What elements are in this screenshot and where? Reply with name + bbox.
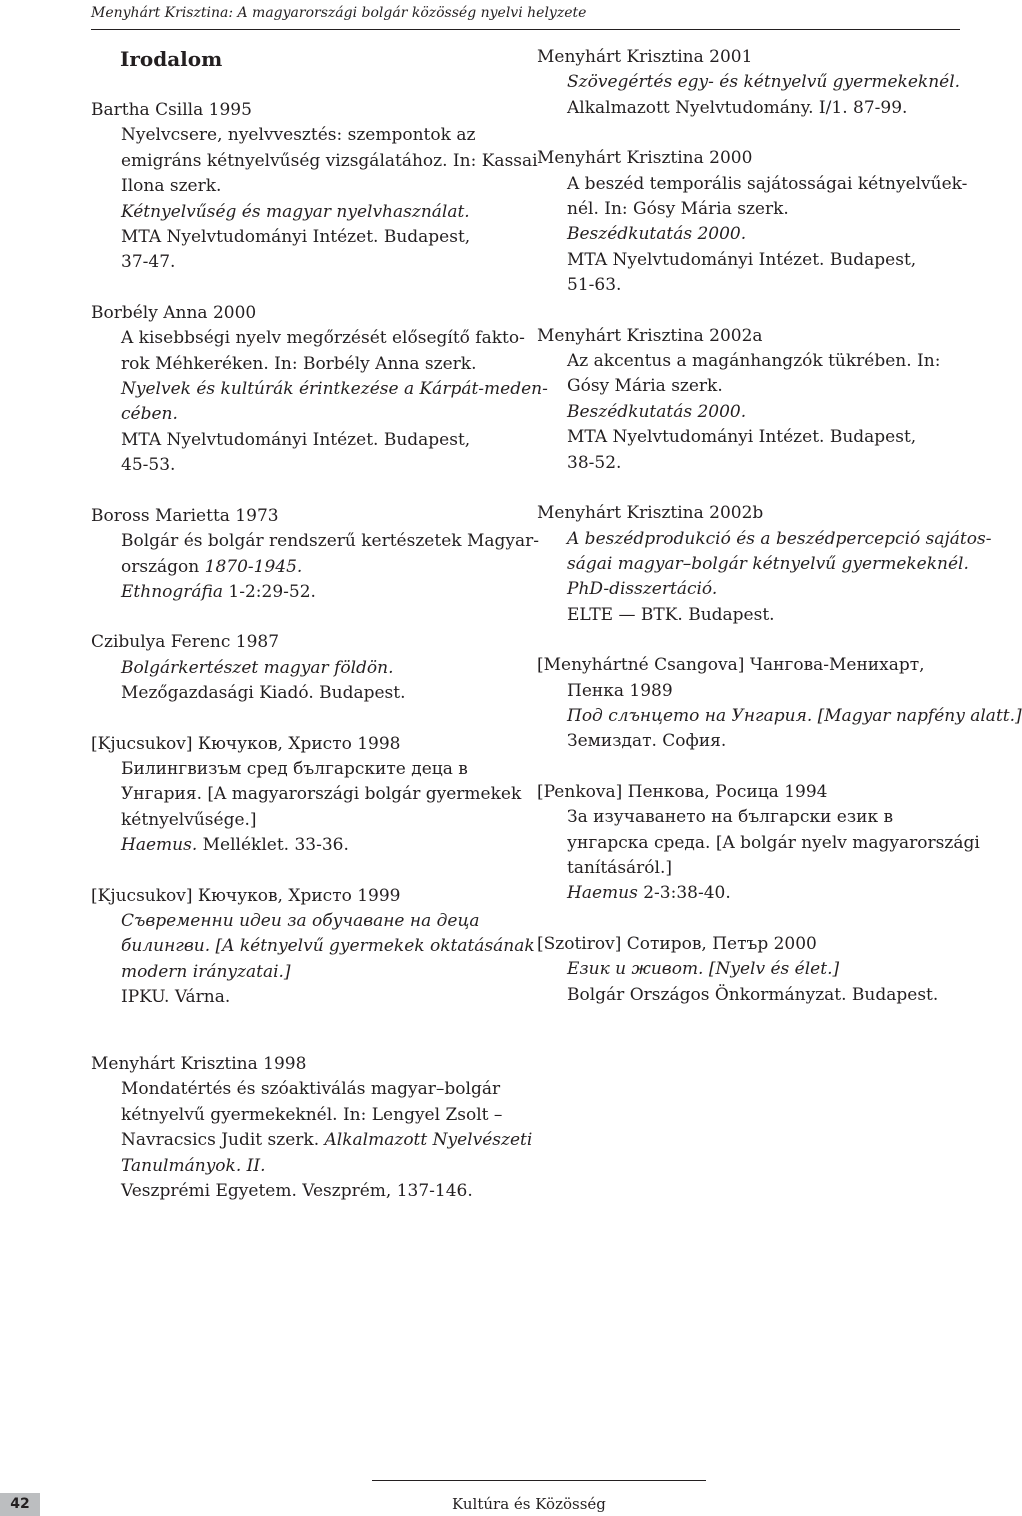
reference-text: Bolgár Országos Önkormányzat. Budapest.	[567, 984, 939, 1005]
reference-text: ELTE — BTK. Budapest.	[567, 604, 775, 625]
reference-line	[537, 881, 955, 906]
reference-line	[537, 856, 955, 881]
reference-line	[537, 222, 955, 247]
reference-line	[91, 1128, 531, 1153]
reference-text: За изучаването на български език в	[567, 807, 894, 828]
reference-text: Билингвизъм сред българските деца в	[121, 758, 468, 779]
reference-line	[537, 70, 961, 95]
reference-text: унгарска среда. [A bolgár nyelv magyarországi	[567, 832, 980, 853]
reference-text: IPKU. Várna.	[121, 987, 231, 1008]
running-head: Menyhárt Krisztina: A magyarországi bolgár közösség nyelvi helyzete	[91, 5, 587, 21]
reference-text: MTA Nyelvtudományi Intézet. Budapest,	[121, 227, 471, 248]
reference-text: Veszprémi Egyetem. Veszprém, 137-146.	[121, 1181, 473, 1202]
reference-text: MTA Nyelvtudományi Intézet. Budapest,	[567, 427, 917, 448]
header-rule	[91, 29, 960, 30]
reference-line	[537, 704, 1022, 729]
reference-line	[91, 757, 511, 782]
reference-line	[537, 552, 969, 577]
reference-line	[91, 656, 511, 681]
reference-line	[537, 400, 955, 425]
reference-author-year: Bartha Csilla 1995	[91, 100, 252, 120]
reference-italic-text: Kétnyelvűség és magyar nyelvhasználat.	[121, 201, 470, 222]
reference-text: 51-63.	[567, 275, 622, 296]
reference-line	[537, 248, 955, 273]
reference-entry	[537, 501, 992, 628]
reference-entry	[91, 504, 539, 606]
reference-line	[537, 273, 955, 298]
reference-line	[537, 957, 955, 982]
reference-entry	[91, 98, 538, 276]
reference-entry	[91, 732, 522, 859]
reference-line	[537, 679, 955, 704]
reference-text: országon	[121, 556, 205, 577]
reference-line	[91, 326, 525, 351]
reference-author-year: Borbély Anna 2000	[91, 302, 257, 323]
reference-text: 1-2:29-52.	[223, 581, 316, 602]
reference-text: Nyelvcsere, nyelvvesztés: szempontok az	[121, 125, 476, 146]
reference-line	[91, 808, 511, 833]
reference-line	[91, 225, 511, 250]
reference-line	[537, 603, 955, 628]
reference-italic-text: cében.	[121, 404, 178, 425]
reference-text: Alkalmazott Nyelvtudomány. I/1. 87-99.	[567, 97, 908, 118]
reference-line	[537, 374, 955, 399]
reference-line	[91, 909, 511, 934]
reference-author-year: [Penkova] Пенкова, Росица 1994	[537, 781, 828, 802]
reference-entry	[91, 884, 535, 1011]
reference-line	[91, 1103, 531, 1128]
reference-italic-text: ságai magyar–bolgár kétnyelvű gyermekeknél.	[567, 553, 969, 574]
references-left-column	[91, 98, 548, 1036]
reference-line	[91, 174, 511, 199]
reference-entry	[537, 932, 955, 1008]
reference-line	[537, 805, 955, 830]
reference-italic-text: билингви. [A kétnyelvű gyermekek oktatásának	[121, 936, 535, 957]
reference-line	[91, 681, 511, 706]
journal-name: Kultúra és Közösség	[452, 1495, 606, 1513]
section-title: Irodalom	[120, 47, 223, 71]
reference-text: A beszéd temporális sajátosságai kétnyelvűek-	[567, 173, 968, 194]
reference-line	[91, 1077, 531, 1102]
reference-italic-text: Haemus.	[121, 835, 198, 856]
reference-author-year: [Kjucsukov] Кючуков, Христо 1998	[91, 733, 401, 754]
reference-line	[91, 1179, 531, 1204]
reference-line	[537, 349, 955, 374]
reference-line	[91, 985, 511, 1010]
reference-entry	[537, 324, 955, 476]
reference-text: emigráns kétnyelvűség vizsgálatához. In: Kassai	[121, 150, 538, 171]
reference-text: Ilona szerk.	[121, 176, 222, 197]
reference-line	[91, 555, 511, 580]
reference-line	[91, 1154, 531, 1179]
reference-line	[537, 831, 980, 856]
reference-entry	[91, 630, 511, 706]
reference-text: Bolgár és bolgár rendszerű kertészetek Magyar-	[121, 531, 539, 552]
reference-text: Mezőgazdasági Kiadó. Budapest.	[121, 683, 406, 704]
reference-text: MTA Nyelvtudományi Intézet. Budapest,	[121, 429, 471, 450]
reference-text: 38-52.	[567, 452, 622, 473]
reference-text: MTA Nyelvtudományi Intézet. Budapest,	[567, 249, 917, 270]
reference-entry	[537, 780, 980, 907]
reference-text: Gósy Mária szerk.	[567, 376, 723, 397]
reference-text: A kisebbségi nyelv megőrzését elősegítő fakto-	[121, 328, 525, 349]
reference-author-year: Menyhárt Krisztina 2001	[537, 47, 753, 67]
reference-line	[91, 934, 535, 959]
reference-text: Унгария. [A magyarországi bolgár gyermekek	[121, 784, 522, 805]
reference-line	[91, 529, 539, 554]
reference-line	[537, 96, 955, 121]
reference-entry	[91, 1052, 531, 1204]
reference-author-year: Boross Marietta 1973	[91, 505, 279, 526]
reference-italic-text: A beszédprodukció és a beszédpercepció sajátos-	[567, 528, 992, 549]
reference-italic-text: Nyelvek és kultúrák érintkezése a Kárpát-meden-	[121, 379, 548, 400]
reference-line	[91, 453, 511, 478]
reference-text: rok Méhkeréken. In: Borbély Anna szerk.	[121, 353, 477, 374]
reference-text: nél. In: Gósy Mária szerk.	[567, 199, 789, 220]
reference-author-year: Czibulya Ferenc 1987	[91, 632, 280, 653]
reference-line	[91, 352, 511, 377]
reference-entry	[537, 653, 1022, 755]
reference-text: Melléklet. 33-36.	[197, 835, 349, 856]
footer-rule	[372, 1480, 706, 1481]
reference-italic-text: PhD-disszertáció.	[567, 579, 718, 600]
reference-line	[537, 197, 955, 222]
reference-text: tanításáról.]	[567, 857, 673, 878]
reference-text: Пенка 1989	[567, 680, 673, 701]
reference-author-year: Menyhárt Krisztina 2002a	[537, 325, 763, 346]
reference-text: kétnyelvű gyermekeknél. In: Lengyel Zsolt –	[121, 1104, 503, 1125]
reference-text: Земиздат. София.	[567, 731, 727, 752]
reference-line	[537, 983, 955, 1008]
reference-italic-text: Bolgárkertészet magyar földön.	[121, 657, 394, 678]
reference-italic-text: Съвременни идеи за обучаване на деца	[121, 910, 480, 931]
reference-author-year: [Szotirov] Сотиров, Петър 2000	[537, 933, 817, 954]
reference-author-year: Menyhárt Krisztina 2000	[537, 148, 753, 169]
references-bottom-column	[91, 1052, 531, 1229]
reference-entry	[537, 146, 968, 298]
reference-italic-text: Alkalmazott Nyelvészeti	[324, 1130, 533, 1151]
reference-line	[91, 402, 511, 427]
reference-line	[91, 833, 511, 858]
reference-line	[537, 577, 955, 602]
reference-italic-text: Szövegértés egy- és kétnyelvű gyermekeknél.	[567, 72, 961, 93]
reference-line	[91, 428, 511, 453]
reference-line	[91, 580, 511, 605]
reference-line	[91, 782, 522, 807]
reference-author-year: [Menyhártné Csangova] Чангова-Менихарт,	[537, 655, 925, 676]
reference-text: Az akcentus a magánhangzók tükrében. In:	[567, 351, 941, 372]
reference-entry	[91, 301, 548, 479]
reference-italic-text: Beszédkutatás 2000.	[567, 224, 747, 245]
reference-line	[537, 527, 992, 552]
reference-italic-text: 1870-1945.	[204, 556, 303, 577]
reference-author-year: Menyhárt Krisztina 2002b	[537, 503, 764, 524]
reference-italic-text: Ethnográfia	[121, 581, 223, 602]
reference-text: kétnyelvűsége.]	[121, 809, 257, 830]
reference-line	[537, 729, 955, 754]
reference-line	[91, 960, 511, 985]
reference-text: 2-3:38-40.	[637, 883, 731, 904]
reference-line	[91, 250, 511, 275]
reference-line	[91, 377, 548, 402]
reference-text: Mondatértés és szóaktiválás magyar–bolgár	[121, 1079, 501, 1100]
reference-text: 45-53.	[121, 455, 176, 476]
page-number: 42	[0, 1493, 40, 1516]
reference-line	[91, 123, 511, 148]
reference-text: 37-47.	[121, 252, 176, 273]
reference-italic-text: Под слънцето на Унгария. [Magyar napfény alatt.]	[567, 705, 1022, 726]
reference-italic-text: Tanulmányok. II.	[121, 1155, 266, 1176]
references-right-column	[537, 45, 1022, 1033]
reference-italic-text: Haemus	[567, 883, 638, 904]
reference-author-year: [Kjucsukov] Кючуков, Христо 1999	[91, 885, 401, 906]
reference-line	[91, 149, 538, 174]
reference-author-year: Menyhárt Krisztina 1998	[91, 1054, 307, 1074]
reference-line	[537, 425, 955, 450]
reference-italic-text: Beszédkutatás 2000.	[567, 401, 747, 422]
reference-italic-text: modern irányzatai.]	[121, 961, 291, 982]
reference-line	[537, 451, 955, 476]
reference-text: Navracsics Judit szerk.	[121, 1130, 325, 1151]
reference-italic-text: Език и живот. [Nyelv és élet.]	[567, 959, 840, 980]
reference-line	[537, 172, 968, 197]
reference-line	[91, 200, 511, 225]
reference-entry	[537, 45, 961, 121]
